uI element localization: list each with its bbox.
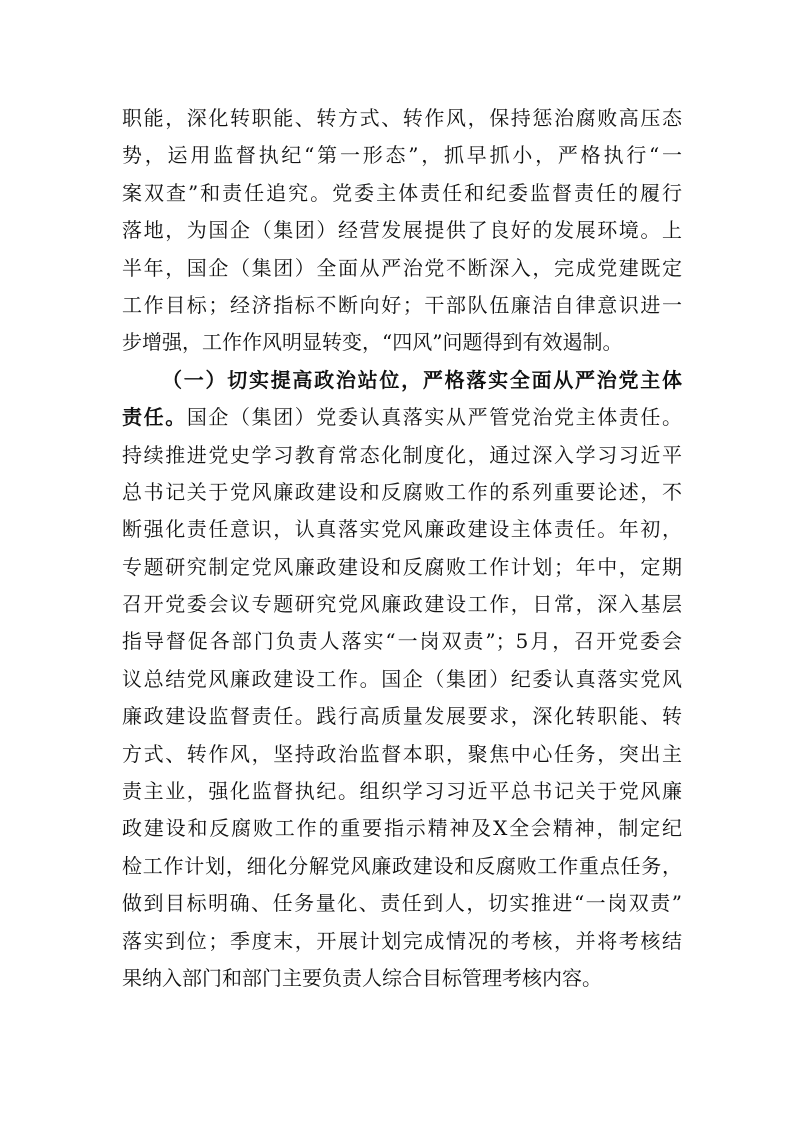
paragraph-line: 案双查”和责任追究。党委主体责任和纪委监督责任的履行 <box>122 180 682 205</box>
paragraph-line: 断强化责任意识，认真落实党风廉政建设主体责任。年初， <box>122 517 682 542</box>
paragraph-line: 责主业，强化监督执纪。组织学习习近平总书记关于党风廉 <box>122 779 682 804</box>
section-intro-text: 国企（集团）党委认真落实从严管党治党主体责任。 <box>186 405 683 430</box>
paragraph-line: 廉政建设监督责任。践行高质量发展要求，深化转职能、转 <box>122 704 682 729</box>
paragraph-line: 召开党委会议专题研究党风廉政建设工作，日常，深入基层 <box>122 592 682 617</box>
section-heading-tail: 责任。 <box>122 405 187 430</box>
paragraph-line: 专题研究制定党风廉政建设和反腐败工作计划；年中，定期 <box>122 554 682 579</box>
paragraph-line: 工作目标；经济指标不断向好；干部队伍廉洁自律意识进一 <box>122 292 682 317</box>
paragraph-line-last: 果纳入部门和部门主要负责人综合目标管理考核内容。 <box>122 965 602 990</box>
paragraph-line-last: 步增强，工作作风明显转变，“四风”问题得到有效遏制。 <box>122 330 623 355</box>
paragraph-line: 落实到位；季度末，开展计划完成情况的考核，并将考核结 <box>122 928 682 953</box>
paragraph-line: 半年，国企（集团）全面从严治党不断深入，完成党建既定 <box>122 255 682 280</box>
section-heading: （一）切实提高政治站位，严格落实全面从严治党主体 <box>162 367 682 392</box>
paragraph-line: 落地，为国企（集团）经营发展提供了良好的发展环境。上 <box>122 218 682 243</box>
paragraph-line: 检工作计划，细化分解党风廉政建设和反腐败工作重点任务， <box>122 853 682 878</box>
paragraph-line: 议总结党风廉政建设工作。国企（集团）纪委认真落实党风 <box>122 666 682 691</box>
paragraph-line: 政建设和反腐败工作的重要指示精神及X全会精神，制定纪 <box>122 816 682 841</box>
paragraph-line: 方式、转作风，坚持政治监督本职，聚焦中心任务，突出主 <box>122 741 682 766</box>
paragraph-line: 职能，深化转职能、转方式、转作风，保持惩治腐败高压态 <box>122 106 682 130</box>
paragraph-line: 势，运用监督执纪“第一形态”，抓早抓小，严格执行“一 <box>122 143 682 168</box>
paragraph-line: 指导督促各部门负责人落实“一岗双责”；5月，召开党委会 <box>122 629 682 654</box>
section-heading-continued <box>122 399 682 436</box>
paragraph-line: 总书记关于党风廉政建设和反腐败工作的系列重要论述，不 <box>122 479 682 504</box>
paragraph-line: 持续推进党史学习教育常态化制度化，通过深入学习习近平 <box>122 442 682 467</box>
document-body <box>122 100 682 997</box>
paragraph-line: 做到目标明确、任务量化、责任到人，切实推进“一岗双责” <box>122 891 682 916</box>
